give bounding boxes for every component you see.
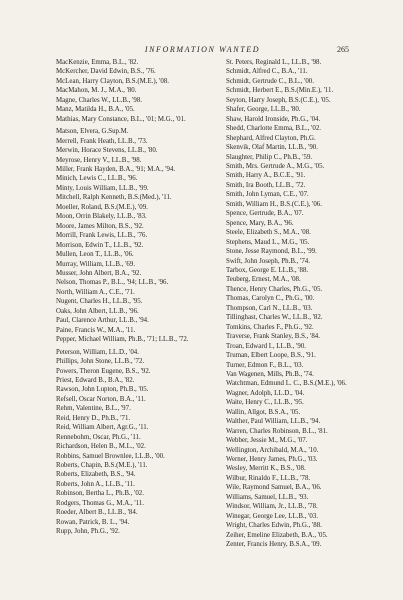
list-item: Smith, Ira Booth, LL.B., '72. bbox=[226, 181, 306, 189]
list-item: Roeder, Albert B., LL.B., '84. bbox=[56, 509, 138, 517]
list-item: McLean, Harry Clayton, B.S.(M.E.), '08. bbox=[56, 77, 170, 85]
list-item: Paine, Francis W., M.A., '11. bbox=[56, 326, 136, 334]
list-item: Zeiher, Emeline Elizabeth, B.A., '05. bbox=[226, 531, 328, 539]
list-item: Robinson, Bertha L., Ph.B., '02. bbox=[56, 490, 144, 498]
right-column bbox=[226, 58, 386, 550]
list-item: Stephens, Maud L., M.G., '05. bbox=[226, 238, 310, 246]
list-item: Warren, Charles Robinson, B.L., '81. bbox=[226, 427, 328, 435]
list-item: Wagner, Adolph, LL.D., '04. bbox=[226, 389, 305, 397]
page-header bbox=[56, 44, 349, 56]
list-item: Thence, Henry Charles, Ph.G., '05. bbox=[226, 285, 323, 293]
list-item: Roberts, Elizabeth, B.S., '94. bbox=[56, 471, 136, 479]
list-item: Moon, Orrin Blakely, LL.B., '83. bbox=[56, 213, 147, 221]
list-item: Murray, William, LL.B., '69. bbox=[56, 260, 136, 268]
list-item: MacMahon, M. J., M.A., '80. bbox=[56, 87, 137, 95]
list-item: Winegar, George Lee, LL.B., '03. bbox=[226, 512, 319, 520]
list-item: Wile, Raymond Samuel, B.A., '06. bbox=[226, 484, 322, 492]
list-item: MacKenzie, Emma, B.L., '82. bbox=[56, 59, 139, 66]
list-item: Rawson, John Lupton, Ph.B., '05. bbox=[56, 386, 149, 394]
list-item: Reid, William Albert, Agr.G., '11. bbox=[56, 424, 149, 432]
list-item: Priest, Edward B., B.A., '82. bbox=[56, 376, 135, 384]
list-item: Meyrose, Henry V., LL.B., '98. bbox=[56, 156, 142, 164]
list-item: Smith, John Lyman, C.E., '07. bbox=[226, 191, 309, 199]
list-item: Peterson, William, LL.D., '04. bbox=[56, 348, 139, 356]
list-item: Oaks, John Albert, LL.B., '96. bbox=[56, 307, 139, 315]
list-item: Robbins, Samuel Brownlee, LL.B., '00. bbox=[56, 452, 165, 460]
list-item: Smith, Mrs. Gertrude A., M.G., '05. bbox=[226, 162, 325, 170]
list-item: Walther, Paul William, LL.B., '94. bbox=[226, 418, 321, 426]
list-item: Morrison, Edwin T., LL.B., '92. bbox=[56, 241, 144, 249]
list-item: Minty, Louis William, LL.B., '99. bbox=[56, 184, 149, 192]
list-item: Shephard, Alfred Clayton, Ph.G. bbox=[226, 134, 316, 142]
list-item: Musser, John Albert, B.A., '92. bbox=[56, 269, 142, 277]
list-item: Morrill, Frank Lewis, LL.B., '76. bbox=[56, 232, 148, 240]
list-item: Wallin, Allgot, B.S.A., '05. bbox=[226, 408, 301, 416]
list-item: Watchtman, Edmund L. C., B.S.(M.E.), '06. bbox=[226, 380, 347, 388]
list-item: Mathias, Mary Constance, B.L., '01; M.G., '01. bbox=[56, 115, 186, 123]
list-item: Swift, John Joseph, Ph.B., '74. bbox=[226, 257, 310, 265]
list-item: Shedd, Charlotte Emma, B.L., '02. bbox=[226, 125, 322, 133]
list-item: Waite, Henry C., LL.B., '95. bbox=[226, 399, 304, 407]
list-item: Reid, Henry D., Ph.B., '71. bbox=[56, 414, 131, 422]
list-item: Spence, Mary, B.A., '96. bbox=[226, 219, 294, 227]
list-item: St. Peters, Reginald L., LL.B., '98. bbox=[226, 59, 322, 66]
list-item: Rodgers, Thomas G., M.A., '11. bbox=[56, 499, 144, 507]
list-item: Rehm, Valentine, B.L., '97. bbox=[56, 405, 131, 413]
list-item: Smith, William H., B.S.(C.E.), '06. bbox=[226, 200, 322, 208]
list-item: Thomas, Carolyn C., Ph.G., '00. bbox=[226, 295, 315, 303]
list-item: Thompson, Carl N., LL.B., '03. bbox=[226, 304, 313, 312]
list-item: Teuberg, Ernest, M.A., '08. bbox=[226, 276, 301, 284]
list-item: Nugent, Charles H., LL.B., '95. bbox=[56, 298, 143, 306]
list-item: North, William A., C.E., '71. bbox=[56, 288, 135, 296]
list-item: Moeller, Roland, B.S.(M.E.), '09. bbox=[56, 203, 148, 211]
left-column bbox=[56, 58, 216, 537]
list-item: Richardson, Helen B., M.L., '02. bbox=[56, 443, 146, 451]
list-item: Rowan, Patrick, B. L., '94. bbox=[56, 518, 130, 526]
list-item: Traverse, Frank Stanley, B.S., '84. bbox=[226, 333, 320, 341]
list-item: Miller, Frank Hayden, B.A., '91; M.A., '94. bbox=[56, 165, 176, 173]
page-number: 265 bbox=[337, 45, 349, 54]
list-item: Merwin, Horace Stevens, LL.B., '80. bbox=[56, 147, 158, 155]
list-item: Minich, Lewis C., LL.B., '96. bbox=[56, 175, 138, 183]
list-item: Schmidt, Herbert E., B.S.(Min.E.), '11. bbox=[226, 87, 334, 95]
list-item: Skenvik, Olaf Martin, LL.B., '90. bbox=[226, 144, 318, 152]
list-item: Tillinghast, Charles W., LL.B., '82. bbox=[226, 314, 323, 322]
list-item: Tomkins, Charles F., Ph.G., '92. bbox=[226, 323, 314, 331]
list-item: Van Wagenen, Mills, Ph.B., '74. bbox=[226, 370, 314, 378]
list-item: Mullen, Leon T., LL.B., '06. bbox=[56, 251, 134, 259]
list-item: Wellington, Archibald, M.A., '10. bbox=[226, 446, 319, 454]
list-item: Manz, Matilda H., B.A., '05. bbox=[56, 106, 135, 114]
list-item: Nelson, Thomas P., B.L., '94; LL.B., '96. bbox=[56, 279, 169, 287]
list-item: Slaughter, Philip C., Ph.B., '59. bbox=[226, 153, 313, 161]
list-item: Refsell, Oscar Norton, B.A., '11. bbox=[56, 395, 146, 403]
list-item: Schmidt, Gertrude C., B.L., '00. bbox=[226, 77, 314, 85]
list-item: Stone, Jesse Raymond, B.L., '99. bbox=[226, 248, 317, 256]
list-item: Wright, Charles Edwin, Ph.G., '88. bbox=[226, 522, 322, 530]
list-item: Spence, Gertrude, B.A., '07. bbox=[226, 210, 304, 218]
list-item: Turner, Edmon F., B.L., '03. bbox=[226, 361, 304, 369]
list-item: Moore, James Milton, B.S., '92. bbox=[56, 222, 144, 230]
list-item: Roberts, John A., LL.B., '11. bbox=[56, 480, 135, 488]
list-item: Pepper, Michael William, Ph.B., '71; LL.B., '72. bbox=[56, 336, 189, 344]
list-item: Smith, Harry A., B.C.E., '91. bbox=[226, 172, 306, 180]
list-item: McKercher, David Edwin, B.S., '76. bbox=[56, 68, 156, 76]
list-item: Phillips, John Stone, LL.B., '72. bbox=[56, 358, 145, 366]
list-item: Webber, Jessie M., M.G., '07. bbox=[226, 437, 308, 445]
list-item: Shafer, George, LL.B., '80. bbox=[226, 106, 301, 114]
list-item: Wilbur, Rinaldo F., LL.B., '78. bbox=[226, 474, 311, 482]
list-item: Werner, Henry James, Ph.G., '03. bbox=[226, 456, 318, 464]
list-item: Tarbox, George E. LL.B., '88. bbox=[226, 266, 309, 274]
list-item: Magne, Charles W., LL.B., '98. bbox=[56, 96, 143, 104]
list-item: Paul, Clarence Arthur, LL.B., '94. bbox=[56, 317, 149, 325]
list-item: Windsor, William, Jr., LL.B., '78. bbox=[226, 503, 318, 511]
list-item: Rupp, John, Ph.G., '92. bbox=[56, 528, 120, 536]
list-item: Mitchell, Ralph Kenneth, B.S.(Med.), '11. bbox=[56, 194, 172, 202]
list-item: Steele, Elizabeth S., M.A., '08. bbox=[226, 229, 311, 237]
list-item: Truman, Elbert Loope, B.S., '91. bbox=[226, 352, 316, 360]
list-item: Williams, Samuel, LL.B., '93. bbox=[226, 493, 309, 501]
list-item: Matson, Elvera, G.Sup.M. bbox=[56, 128, 129, 136]
list-item: Wesley, Merritt K., B.S., '08. bbox=[226, 465, 306, 473]
list-item: Schmidt, Alfred C., B.A., '11. bbox=[226, 68, 308, 76]
list-item: Roberts, Chapin, B.S.(M.E.), '11. bbox=[56, 462, 148, 470]
list-item: Powers, Theron Eugene, B.S., '92. bbox=[56, 367, 151, 375]
list-item: Shaw, Harold Ironside, Ph.G., '04. bbox=[226, 115, 321, 123]
list-item: Troan, Edward I., LL.B., '90. bbox=[226, 342, 307, 350]
list-item: Zenter, Francis Henry, B.S.A., '09. bbox=[226, 541, 322, 549]
list-item: Merrell, Frank Heath, LL.B., '73. bbox=[56, 137, 148, 145]
running-title: INFORMATION WANTED bbox=[144, 45, 261, 54]
list-item: Rennebohm, Oscar, Ph.G., '11. bbox=[56, 433, 141, 441]
list-item: Seyton, Harry Joseph, B.S.(C.E.), '05. bbox=[226, 96, 331, 104]
